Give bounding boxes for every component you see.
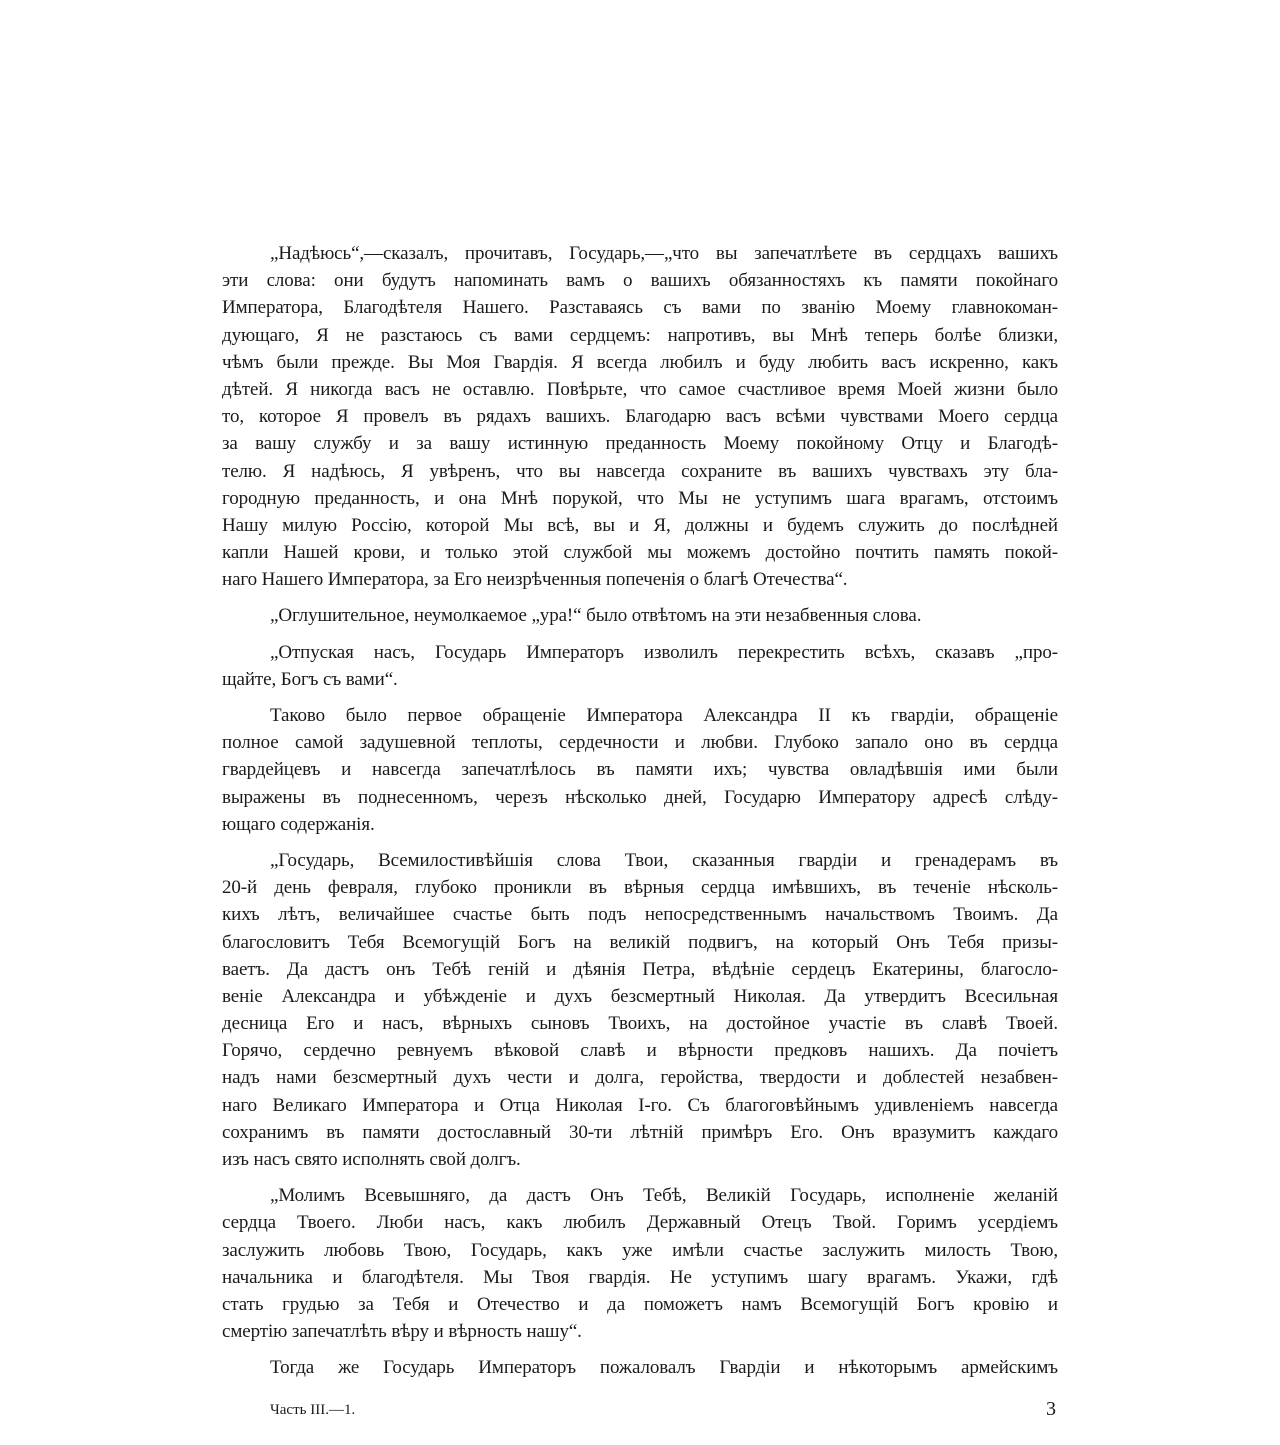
text-line: выражены въ поднесенномъ, черезъ нѣсколько дней, Государю Императору адресѣ слѣду- [222,786,1058,808]
text-line: щайте, Богъ съ вами“. [222,668,398,690]
printer-signature: Часть III.—1. [270,1402,356,1418]
text-line: кихъ лѣтъ, величайшее счастье быть подъ непосредственнымъ начальствомъ Твоимъ. Да [222,904,1058,926]
text-line: дѣтей. Я никогда васъ не оставлю. Повѣрьте, что самое счастливое время Моей жизни было [222,378,1058,400]
text-line: телю. Я надѣюсь, Я увѣренъ, что вы навсегда сохраните въ вашихъ чувствахъ эту бла- [222,460,1058,482]
text-line: „Государь, Всемилостивѣйшія слова Твои, сказанныя гвардіи и гренадерамъ въ [270,849,1058,871]
text-line: начальника и благодѣтеля. Мы Твоя гвардія. Не уступимъ шагу врагамъ. Укажи, гдѣ [222,1266,1058,1288]
text-line: наго Великаго Императора и Отца Николая I-го. Съ благоговѣйнымъ удивленіемъ навсегда [222,1094,1058,1116]
text-line: чѣмъ были прежде. Вы Моя Гвардія. Я всегда любилъ и буду любить васъ искренно, какъ [222,351,1058,373]
text-line: веніе Александра и убѣжденіе и духъ безсмертный Николая. Да утвердитъ Всесильная [222,985,1058,1007]
page-number: 3 [1046,1398,1056,1420]
text-line: заслужить любовь Твою, Государь, какъ уже имѣли счастье заслужить милость Твою, [222,1239,1058,1261]
text-line: „Оглушительное, неумолкаемое „ура!“ было отвѣтомъ на эти незабвенныя слова. [270,605,922,627]
text-line: Тогда же Государь Императоръ пожаловалъ Гвардіи и нѣкоторымъ армейскимъ [270,1357,1058,1379]
text-line: то, которое Я провелъ въ рядахъ вашихъ. Благодарю васъ всѣми чувствами Моего сердца [222,406,1058,428]
text-line: дующаго, Я не разстаюсь съ вами сердцемъ: напротивъ, вы Мнѣ теперь болѣе близки, [222,324,1058,346]
text-line: надъ нами безсмертный духъ чести и долга, геройства, твердости и доблестей незабвен- [222,1067,1058,1089]
paragraph [222,1182,1058,1345]
text-line: смертію запечатлѣть вѣру и вѣрность нашу“. [222,1321,582,1343]
text-line: гвардейцевъ и навсегда запечатлѣлось въ памяти ихъ; чувства овладѣвшія ими были [222,759,1058,781]
text-line: „Отпуская насъ, Государь Императоръ изволилъ перекрестить всѣхъ, сказавъ „про- [270,641,1058,663]
text-line: эти слова: они будутъ напоминать вамъ о вашихъ обязанностяхъ къ памяти покойнаго [222,270,1058,292]
paragraph [222,702,1058,838]
body-text [222,240,1058,1382]
text-line: наго Нашего Императора, за Его неизрѣченныя попеченія о благѣ Отечества“. [222,569,848,591]
paragraph [222,1354,1058,1381]
paragraph [222,639,1058,693]
text-line: 20-й день февраля, глубоко проникли въ вѣрныя сердца имѣвшихъ, въ теченіе нѣсколь- [222,877,1058,899]
text-line: благословитъ Тебя Всемогущій Богъ на великій подвигъ, на который Онъ Тебя призы- [222,931,1058,953]
text-line: изъ насъ свято исполнять свой долгъ. [222,1149,521,1170]
text-line: „Молимъ Всевышняго, да дастъ Онъ Тебѣ, Великій Государь, исполненіе желаній [270,1185,1058,1207]
paragraph [222,602,1058,629]
text-line: Императора, Благодѣтеля Нашего. Разставаясь съ вами по званію Моему главнокоман- [222,297,1058,319]
paragraph [222,847,1058,1173]
paragraph [222,240,1058,593]
text-line: Горячо, сердечно ревнуемъ вѣковой славѣ и вѣрности предковъ нашихъ. Да почіетъ [222,1040,1058,1062]
text-line: полное самой задушевной теплоты, сердечности и любви. Глубоко запало оно въ сердца [222,732,1058,754]
text-line: Таково было первое обращеніе Императора Александра II къ гвардіи, обращеніе [270,705,1058,726]
text-line: городную преданность, и она Мнѣ порукой, что Мы не уступимъ шага врагамъ, отстоимъ [222,487,1058,509]
text-line: Нашу милую Россію, которой Мы всѣ, вы и Я, должны и будемъ служить до послѣдней [222,514,1058,536]
text-line: ющаго содержанія. [222,813,375,835]
text-line: сохранимъ въ памяти достославный 30-ти лѣтній примѣръ Его. Онъ вразумитъ каждаго [222,1121,1058,1143]
text-line: десница Его и насъ, вѣрныхъ сыновъ Твоихъ, на достойное участіе въ славѣ Твоей. [222,1013,1058,1035]
text-line: за вашу службу и за вашу истинную преданность Моему покойному Отцу и Благодѣ- [222,433,1058,455]
text-line: „Надѣюсь“,—сказалъ, прочитавъ, Государь,—„что вы запечатлѣете въ сердцахъ вашихъ [270,243,1058,264]
text-line: сердца Твоего. Люби насъ, какъ любилъ Державный Отецъ Твой. Горимъ усердіемъ [222,1212,1058,1234]
text-line: капли Нашей крови, и только этой службой мы можемъ достойно почтить память покой- [222,542,1058,564]
text-line: стать грудью за Тебя и Отечество и да поможетъ намъ Всемогущій Богъ кровію и [222,1293,1058,1315]
text-line: ваетъ. Да дастъ онъ Тебѣ геній и дѣянія Петра, вѣдѣніе сердецъ Екатерины, благосло- [222,958,1058,980]
